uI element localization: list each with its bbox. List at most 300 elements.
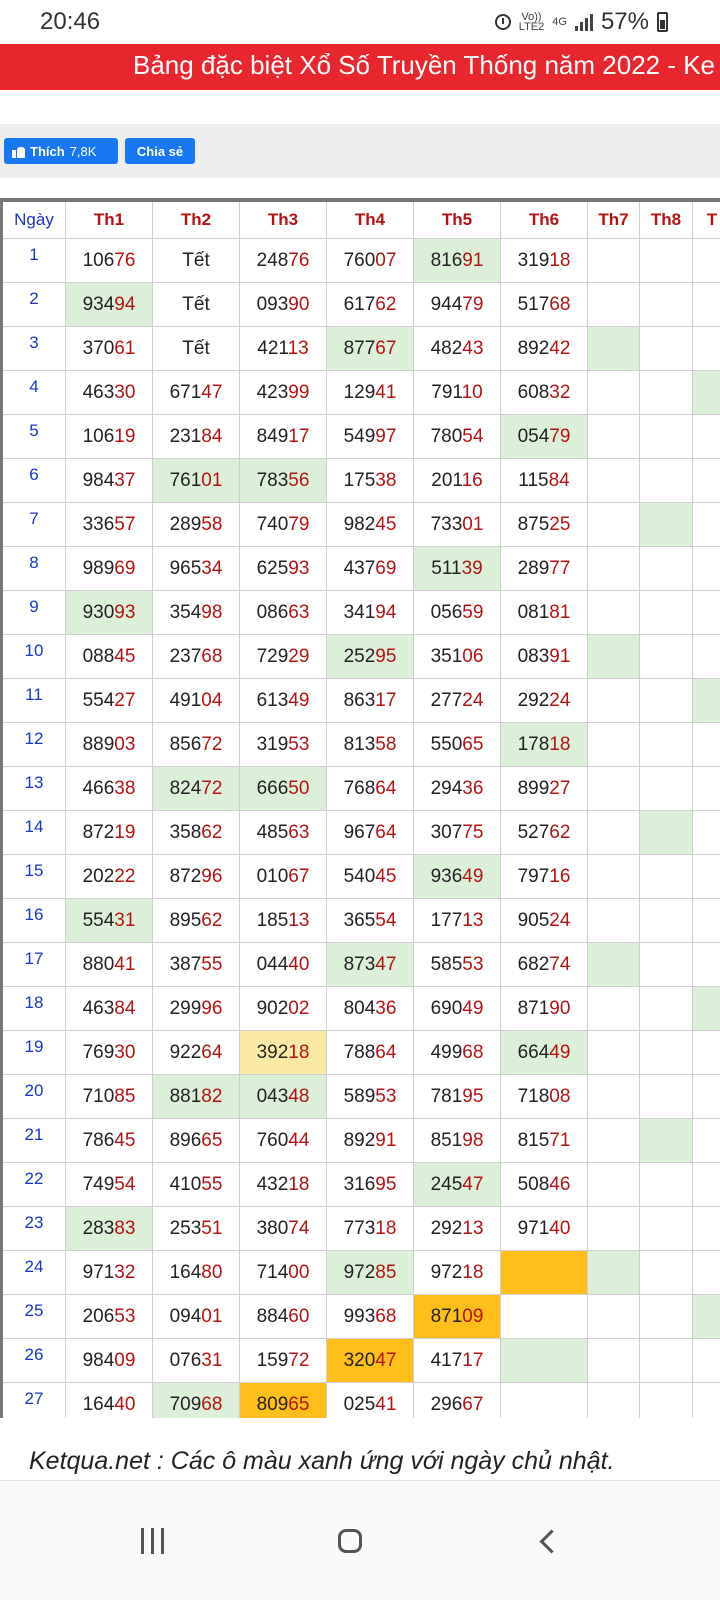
legend-note: Ketqua.net : Các ô màu xanh ứng với ngày chủ nhật.	[29, 1447, 615, 1475]
result-cell: 20653	[66, 1295, 153, 1339]
result-cell: 87525	[501, 503, 588, 547]
result-cell	[640, 503, 693, 547]
result-cell	[588, 1075, 640, 1119]
result-cell: 05479	[501, 415, 588, 459]
result-cell	[640, 943, 693, 987]
result-cell: 38755	[153, 943, 240, 987]
result-cell: 71085	[66, 1075, 153, 1119]
table-row	[2, 283, 720, 327]
header-day: Ngày	[2, 200, 66, 239]
result-cell: 92264	[153, 1031, 240, 1075]
result-cell: 80965	[240, 1383, 327, 1419]
result-cell	[693, 283, 720, 327]
share-button[interactable]	[125, 138, 195, 164]
result-cell	[588, 1383, 640, 1419]
home-button[interactable]	[320, 1511, 380, 1571]
table-header-row	[2, 200, 720, 239]
result-cell: 94479	[414, 283, 501, 327]
result-cell	[693, 679, 720, 723]
result-cell: Tết	[153, 239, 240, 283]
status-time: 20:46	[40, 8, 101, 35]
result-cell	[588, 1295, 640, 1339]
result-cell	[640, 1031, 693, 1075]
result-cell: 17818	[501, 723, 588, 767]
result-cell	[588, 1339, 640, 1383]
result-cell	[693, 1163, 720, 1207]
result-cell	[640, 239, 693, 283]
result-cell	[640, 459, 693, 503]
header-t: T	[693, 200, 720, 239]
table-row	[2, 459, 720, 503]
result-cell: 87767	[327, 327, 414, 371]
result-cell: 49968	[414, 1031, 501, 1075]
result-cell: 37061	[66, 327, 153, 371]
result-cell: 54045	[327, 855, 414, 899]
recent-apps-button[interactable]	[122, 1511, 182, 1571]
result-cell: 29436	[414, 767, 501, 811]
table-row	[2, 1295, 720, 1339]
result-cell: 08391	[501, 635, 588, 679]
day-cell: 27	[2, 1383, 66, 1419]
result-cell: 87190	[501, 987, 588, 1031]
result-cell	[693, 591, 720, 635]
result-cell: 78356	[240, 459, 327, 503]
result-cell: 67147	[153, 371, 240, 415]
result-cell: 80436	[327, 987, 414, 1031]
result-cell: 93649	[414, 855, 501, 899]
result-cell	[588, 723, 640, 767]
result-cell	[588, 283, 640, 327]
result-cell: 29213	[414, 1207, 501, 1251]
result-cell: Tết	[153, 327, 240, 371]
result-cell: 71400	[240, 1251, 327, 1295]
result-cell: 16480	[153, 1251, 240, 1295]
back-icon	[539, 1529, 563, 1553]
result-cell: 84917	[240, 415, 327, 459]
result-cell: 87347	[327, 943, 414, 987]
result-cell: 04440	[240, 943, 327, 987]
result-cell: 35862	[153, 811, 240, 855]
result-cell	[588, 855, 640, 899]
result-cell	[640, 1383, 693, 1419]
result-cell	[588, 679, 640, 723]
result-cell: 54997	[327, 415, 414, 459]
result-cell: 18513	[240, 899, 327, 943]
header-th5: Th5	[414, 200, 501, 239]
result-cell: 08181	[501, 591, 588, 635]
result-cell: 31918	[501, 239, 588, 283]
result-cell: 07631	[153, 1339, 240, 1383]
title-banner	[0, 44, 720, 90]
result-cell	[588, 503, 640, 547]
day-cell: 25	[2, 1295, 66, 1339]
result-cell: 29224	[501, 679, 588, 723]
result-cell: 60832	[501, 371, 588, 415]
status-bar	[0, 0, 720, 44]
result-cell: 58553	[414, 943, 501, 987]
result-cell: 23768	[153, 635, 240, 679]
table-row	[2, 1251, 720, 1295]
home-icon	[338, 1529, 362, 1553]
banner-title: Bảng đặc biệt Xổ Số Truyền Thống năm 2022 - Ke	[133, 50, 716, 80]
result-cell	[588, 1163, 640, 1207]
result-cell: 85198	[414, 1119, 501, 1163]
result-cell: 01067	[240, 855, 327, 899]
result-cell	[640, 327, 693, 371]
result-cell: 62593	[240, 547, 327, 591]
result-cell: 12941	[327, 371, 414, 415]
result-cell	[693, 327, 720, 371]
battery-icon	[657, 12, 668, 32]
result-cell: 25351	[153, 1207, 240, 1251]
day-cell: 6	[2, 459, 66, 503]
day-cell: 12	[2, 723, 66, 767]
day-cell: 11	[2, 679, 66, 723]
result-cell: 05659	[414, 591, 501, 635]
result-cell: 23184	[153, 415, 240, 459]
result-cell	[640, 635, 693, 679]
result-cell	[640, 767, 693, 811]
day-cell: 8	[2, 547, 66, 591]
result-cell: 66650	[240, 767, 327, 811]
result-cell	[640, 371, 693, 415]
result-cell: 10619	[66, 415, 153, 459]
header-th8: Th8	[640, 200, 693, 239]
result-cell: 27724	[414, 679, 501, 723]
result-cell: 29996	[153, 987, 240, 1031]
result-cell: 89242	[501, 327, 588, 371]
table-row	[2, 1383, 720, 1419]
result-cell	[640, 591, 693, 635]
result-cell: 08845	[66, 635, 153, 679]
header-th7: Th7	[588, 200, 640, 239]
result-cell: 41055	[153, 1163, 240, 1207]
result-cell: 93093	[66, 591, 153, 635]
result-cell	[693, 547, 720, 591]
result-cell	[588, 811, 640, 855]
day-cell: 26	[2, 1339, 66, 1383]
result-cell	[693, 415, 720, 459]
result-cell: 61349	[240, 679, 327, 723]
result-cell: 76864	[327, 767, 414, 811]
table-row	[2, 415, 720, 459]
result-cell	[693, 811, 720, 855]
result-cell	[640, 283, 693, 327]
result-cell	[588, 1207, 640, 1251]
result-cell	[693, 987, 720, 1031]
day-cell: 22	[2, 1163, 66, 1207]
table-row	[2, 899, 720, 943]
day-cell: 1	[2, 239, 66, 283]
result-cell: 81691	[414, 239, 501, 283]
result-cell: 88182	[153, 1075, 240, 1119]
result-cell: 96764	[327, 811, 414, 855]
social-bar	[0, 124, 720, 178]
result-cell	[588, 1251, 640, 1295]
result-cell	[693, 239, 720, 283]
day-cell: 10	[2, 635, 66, 679]
header-th2: Th2	[153, 200, 240, 239]
result-cell: 55431	[66, 899, 153, 943]
result-cell: 98245	[327, 503, 414, 547]
result-cell: 42113	[240, 327, 327, 371]
results-table-container[interactable]	[0, 198, 720, 1418]
result-cell: 78195	[414, 1075, 501, 1119]
result-cell: 89665	[153, 1119, 240, 1163]
result-cell: 28383	[66, 1207, 153, 1251]
result-cell	[588, 239, 640, 283]
table-row	[2, 943, 720, 987]
result-cell: 35498	[153, 591, 240, 635]
result-cell	[588, 943, 640, 987]
result-cell: 34194	[327, 591, 414, 635]
result-cell: 78054	[414, 415, 501, 459]
result-cell: 28958	[153, 503, 240, 547]
table-row	[2, 855, 720, 899]
day-cell: 5	[2, 415, 66, 459]
result-cell: 66449	[501, 1031, 588, 1075]
result-cell	[693, 1251, 720, 1295]
result-cell: 78645	[66, 1119, 153, 1163]
result-cell	[588, 327, 640, 371]
alarm-icon	[495, 14, 511, 30]
result-cell: 81571	[501, 1119, 588, 1163]
result-cell: 88903	[66, 723, 153, 767]
result-cell: 70968	[153, 1383, 240, 1419]
table-row	[2, 239, 720, 283]
result-cell	[588, 459, 640, 503]
table-row	[2, 1339, 720, 1383]
result-cell	[693, 943, 720, 987]
result-cell: 55427	[66, 679, 153, 723]
result-cell	[501, 1339, 588, 1383]
result-cell: 31953	[240, 723, 327, 767]
result-cell	[588, 591, 640, 635]
day-cell: 21	[2, 1119, 66, 1163]
result-cell: 89291	[327, 1119, 414, 1163]
result-cell: 09390	[240, 283, 327, 327]
header-th4: Th4	[327, 200, 414, 239]
network-type: 4G	[552, 16, 567, 28]
result-cell: 49104	[153, 679, 240, 723]
back-button[interactable]	[517, 1511, 577, 1571]
result-cell: 09401	[153, 1295, 240, 1339]
result-cell: 98969	[66, 547, 153, 591]
share-label: Chia sẻ	[136, 143, 184, 159]
result-cell: 88041	[66, 943, 153, 987]
result-cell: 30775	[414, 811, 501, 855]
result-cell: 97140	[501, 1207, 588, 1251]
result-cell	[693, 1339, 720, 1383]
result-cell	[588, 1031, 640, 1075]
result-cell: 17713	[414, 899, 501, 943]
result-cell	[640, 547, 693, 591]
result-cell: 38074	[240, 1207, 327, 1251]
result-cell: Tết	[153, 283, 240, 327]
header-th6: Th6	[501, 200, 588, 239]
result-cell: 99368	[327, 1295, 414, 1339]
result-cell: 74954	[66, 1163, 153, 1207]
table-row	[2, 1207, 720, 1251]
result-cell: 97132	[66, 1251, 153, 1295]
day-cell: 19	[2, 1031, 66, 1075]
result-cell	[640, 1295, 693, 1339]
result-cell: 96534	[153, 547, 240, 591]
table-row	[2, 1163, 720, 1207]
result-cell: 82472	[153, 767, 240, 811]
result-cell: 51139	[414, 547, 501, 591]
result-cell: 42399	[240, 371, 327, 415]
result-cell	[501, 1295, 588, 1339]
table-body	[2, 239, 720, 1419]
table-row	[2, 767, 720, 811]
result-cell	[693, 855, 720, 899]
result-cell: 88460	[240, 1295, 327, 1339]
result-cell: 86317	[327, 679, 414, 723]
like-button[interactable]	[4, 138, 118, 164]
table-row	[2, 1031, 720, 1075]
day-cell: 17	[2, 943, 66, 987]
day-cell: 24	[2, 1251, 66, 1295]
result-cell	[640, 1163, 693, 1207]
table-row	[2, 547, 720, 591]
result-cell	[640, 811, 693, 855]
table-row	[2, 723, 720, 767]
table-row	[2, 1119, 720, 1163]
result-cell: 90202	[240, 987, 327, 1031]
result-cell: 24876	[240, 239, 327, 283]
result-cell: 97218	[414, 1251, 501, 1295]
result-cell: 87109	[414, 1295, 501, 1339]
day-cell: 3	[2, 327, 66, 371]
table-row	[2, 1075, 720, 1119]
result-cell	[640, 415, 693, 459]
result-cell: 10676	[66, 239, 153, 283]
result-cell	[693, 635, 720, 679]
result-cell: 33657	[66, 503, 153, 547]
result-cell	[693, 1207, 720, 1251]
result-cell	[693, 503, 720, 547]
result-cell: 02541	[327, 1383, 414, 1419]
result-cell: 58953	[327, 1075, 414, 1119]
result-cell: 43218	[240, 1163, 327, 1207]
result-cell: 29667	[414, 1383, 501, 1419]
result-cell	[693, 767, 720, 811]
result-cell	[588, 899, 640, 943]
result-cell: 87296	[153, 855, 240, 899]
result-cell	[693, 1295, 720, 1339]
result-cell	[640, 987, 693, 1031]
day-cell: 23	[2, 1207, 66, 1251]
result-cell	[693, 899, 720, 943]
result-cell: 85672	[153, 723, 240, 767]
result-cell: 11584	[501, 459, 588, 503]
result-cell: 20222	[66, 855, 153, 899]
result-cell: 87219	[66, 811, 153, 855]
result-cell: 48563	[240, 811, 327, 855]
day-cell: 18	[2, 987, 66, 1031]
result-cell	[588, 547, 640, 591]
result-cell: 46330	[66, 371, 153, 415]
day-cell: 4	[2, 371, 66, 415]
result-cell: 93494	[66, 283, 153, 327]
result-cell	[693, 459, 720, 503]
thumbs-up-icon	[12, 145, 25, 158]
result-cell: 79716	[501, 855, 588, 899]
day-cell: 15	[2, 855, 66, 899]
result-cell: 73301	[414, 503, 501, 547]
result-cell: 51768	[501, 283, 588, 327]
result-cell: 24547	[414, 1163, 501, 1207]
result-cell: 52762	[501, 811, 588, 855]
result-cell	[501, 1251, 588, 1295]
table-row	[2, 987, 720, 1031]
result-cell: 46384	[66, 987, 153, 1031]
result-cell: 25295	[327, 635, 414, 679]
result-cell: 20116	[414, 459, 501, 503]
result-cell: 41717	[414, 1339, 501, 1383]
result-cell	[588, 371, 640, 415]
result-cell: 78864	[327, 1031, 414, 1075]
result-cell: 89562	[153, 899, 240, 943]
result-cell	[640, 1207, 693, 1251]
table-row	[2, 591, 720, 635]
results-table	[0, 198, 720, 1418]
table-row	[2, 679, 720, 723]
result-cell: 55065	[414, 723, 501, 767]
network-indicator	[519, 12, 544, 32]
result-cell	[640, 1075, 693, 1119]
result-cell: 76007	[327, 239, 414, 283]
result-cell: 04348	[240, 1075, 327, 1119]
result-cell: 74079	[240, 503, 327, 547]
result-cell	[640, 679, 693, 723]
result-cell	[588, 415, 640, 459]
result-cell	[640, 855, 693, 899]
result-cell: 36554	[327, 899, 414, 943]
network-top-text: Vo))	[521, 11, 542, 23]
result-cell: 28977	[501, 547, 588, 591]
like-label: Thích	[30, 143, 65, 159]
result-cell: 39218	[240, 1031, 327, 1075]
result-cell: 68274	[501, 943, 588, 987]
day-cell: 7	[2, 503, 66, 547]
result-cell: 17538	[327, 459, 414, 503]
result-cell: 71808	[501, 1075, 588, 1119]
table-row	[2, 811, 720, 855]
table-row	[2, 503, 720, 547]
result-cell	[588, 987, 640, 1031]
result-cell	[693, 1383, 720, 1419]
day-cell: 16	[2, 899, 66, 943]
result-cell	[501, 1383, 588, 1419]
result-cell: 69049	[414, 987, 501, 1031]
day-cell: 20	[2, 1075, 66, 1119]
result-cell: 76101	[153, 459, 240, 503]
result-cell	[693, 371, 720, 415]
header-th3: Th3	[240, 200, 327, 239]
result-cell	[693, 723, 720, 767]
header-th1: Th1	[66, 200, 153, 239]
table-row	[2, 371, 720, 415]
result-cell	[640, 1119, 693, 1163]
result-cell: 16440	[66, 1383, 153, 1419]
result-cell: 72929	[240, 635, 327, 679]
result-cell	[588, 1119, 640, 1163]
result-cell: 81358	[327, 723, 414, 767]
result-cell	[588, 767, 640, 811]
like-count: 7,8K	[69, 143, 97, 159]
